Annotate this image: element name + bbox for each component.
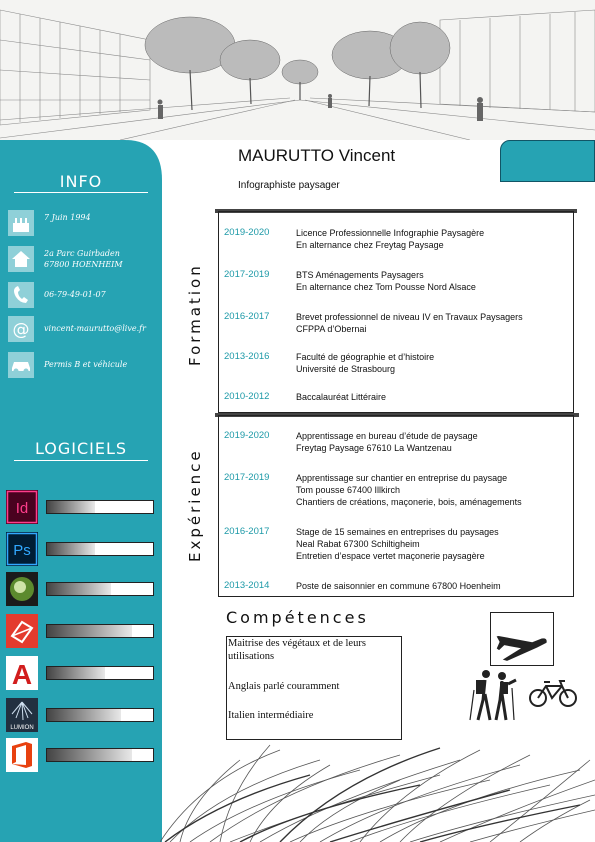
software-autocad	[6, 656, 156, 690]
house-icon	[8, 246, 34, 272]
full-name: MAURUTTO Vincent	[238, 146, 396, 165]
hikers-icon	[468, 668, 522, 724]
photoshop-level-bar	[46, 542, 154, 556]
info-birthdate-text: 7 Juin 1994	[44, 213, 91, 222]
info-address-text: 2a Parc Guirbaden 67800 HOENHEIM	[44, 249, 123, 269]
svg-text:Id: Id	[15, 500, 29, 517]
entry-year: 2016-2017	[224, 526, 270, 537]
software-office	[6, 738, 156, 772]
entry-year: 2013-2014	[224, 580, 270, 591]
software-sketchup	[6, 572, 156, 606]
sketchup-level-bar	[46, 582, 154, 596]
header-accent-tab	[500, 140, 595, 182]
software-indesign	[6, 490, 156, 524]
competence-item: Anglais parlé couramment	[228, 681, 340, 692]
autocad-icon	[6, 656, 38, 690]
bicycle-icon	[528, 678, 578, 708]
experience-label: Expérience	[186, 448, 204, 562]
photoshop-icon	[6, 532, 38, 566]
info-license-text: Permis B et véhicule	[44, 360, 128, 369]
info-address	[8, 246, 158, 274]
airplane-icon	[490, 612, 554, 666]
autocad-level-bar	[46, 666, 154, 680]
info-phone	[8, 282, 158, 310]
header-sketch-image	[0, 0, 595, 140]
entry-year: 2013-2016	[224, 351, 270, 362]
info-phone-text: 06-79-49-01-07	[44, 290, 106, 299]
competences-title: Compétences	[226, 608, 369, 627]
sidebar	[0, 140, 162, 842]
svg-text:LUMION: LUMION	[10, 725, 34, 731]
info-title: INFO	[59, 172, 103, 191]
competence-item: Italien intermédiaire	[228, 710, 314, 721]
info-divider	[14, 192, 148, 193]
sketchup-icon	[6, 572, 38, 606]
svg-text:@: @	[12, 320, 30, 340]
formation-label: Formation	[186, 263, 204, 366]
entry-year: 2010-2012	[224, 391, 270, 402]
competence-item: Maitrise des végétaux et de leurs utilisations	[228, 638, 366, 662]
birthday-cake-icon	[8, 210, 34, 236]
sketchup-layout-icon	[6, 614, 38, 648]
software-divider	[14, 460, 148, 461]
svg-text:A: A	[11, 659, 33, 690]
car-icon	[8, 352, 34, 378]
software-title: LOGICIELS	[34, 439, 128, 458]
office-icon	[6, 738, 38, 772]
entry-year: 2019-2020	[224, 430, 270, 441]
software-photoshop	[6, 532, 156, 566]
software-lumion	[6, 698, 156, 732]
indesign-level-bar	[46, 500, 154, 514]
job-title: Infographiste paysager	[238, 180, 340, 191]
lumion-icon	[6, 698, 38, 732]
svg-text:Ps: Ps	[13, 542, 31, 559]
info-email-text: vincent-maurutto@live.fr	[44, 324, 146, 333]
at-sign-icon	[8, 316, 34, 342]
info-license	[8, 352, 158, 380]
lumion-level-bar	[46, 708, 154, 722]
indesign-icon	[6, 490, 38, 524]
entry-year: 2016-2017	[224, 311, 270, 322]
grass-illustration	[160, 740, 595, 842]
info-birthdate	[8, 210, 158, 238]
office-level-bar	[46, 748, 154, 762]
entry-year: 2017-2019	[224, 269, 270, 280]
phone-icon	[8, 282, 34, 308]
info-email	[8, 316, 158, 344]
sketchup-layout-level-bar	[46, 624, 154, 638]
software-sketchup-layout	[6, 614, 156, 648]
entry-year: 2017-2019	[224, 472, 270, 483]
entry-year: 2019-2020	[224, 227, 270, 238]
